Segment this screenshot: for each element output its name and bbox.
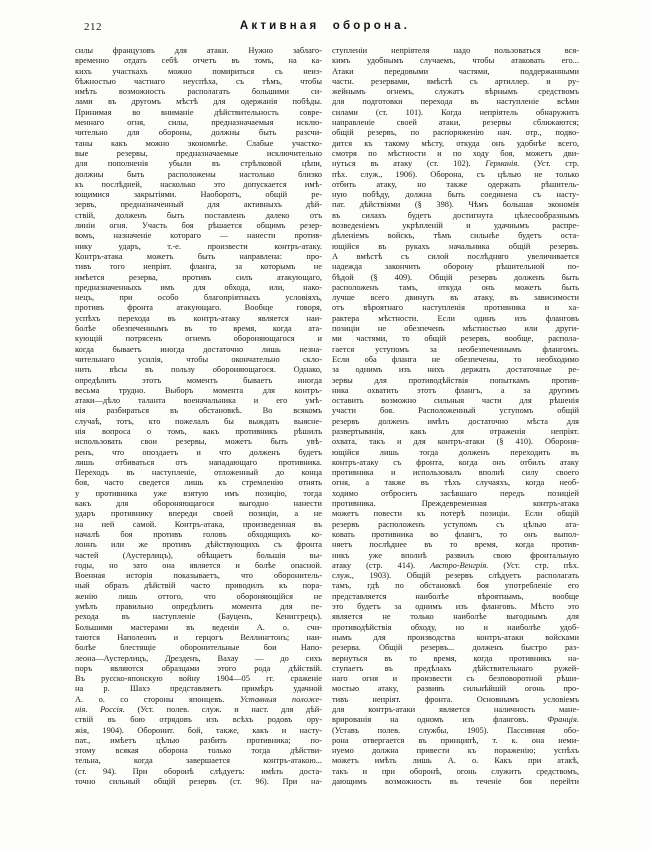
text-line: чительно для обороны, должны быть разсчи- — [75, 128, 322, 138]
text-line: имѣть возможность располагать большими си- — [75, 87, 322, 97]
text-line: лишь отбиваться отъ нападающаго противника. — [75, 457, 322, 467]
text-line: бѣжностью частнаго неуспѣха, съ тѣмъ, чтобы — [75, 76, 322, 86]
text-line: ную побѣду, должна быть соединена съ насту- — [332, 190, 579, 200]
text-line: зервы для противодѣйствія попыткамъ против- — [332, 375, 579, 385]
text-block — [75, 46, 579, 787]
text-line: боя, часто сведется лишь къ стремленію отнять — [75, 478, 322, 488]
text-line: тивъ непріят. фронта. Основнымъ условіемъ — [332, 694, 579, 704]
text-line: Военная исторія показываетъ, что оборонитель- — [75, 571, 322, 581]
text-line: гается уступомъ за необезпеченнымъ флангомъ. — [332, 344, 579, 354]
text-line: Атаки передовыми частями, поддержанными — [332, 66, 579, 76]
text-line: является не только наиболѣе выгоднымъ для — [332, 612, 579, 622]
text-line: пат. дѣйствіями (§ 398). Чѣмъ большая экономія — [332, 200, 579, 210]
text-line: таны какъ можно экономнѣе. Слабые участко- — [75, 138, 322, 148]
text-line: рехода въ наступленіе (Бауценъ, Кениггрецъ). — [75, 612, 322, 622]
text-line: въ силахъ будетъ достигнута цѣлесообразнымъ — [332, 210, 579, 220]
text-line: опредѣлить этотъ моментъ бываетъ иногда — [75, 375, 322, 385]
text-line: женію лишь оттого, что обороняющійся не — [75, 591, 322, 601]
italic-text-segment: Австро-Венгрія. — [430, 560, 489, 570]
text-line: противника и использовалъ вполнѣ силу своего — [332, 468, 579, 478]
text-line: резервъ долженъ имѣть достаточно мѣста для — [332, 416, 579, 426]
italic-text-segment: Германія. — [485, 159, 520, 169]
text-line: ступаетъ въ предѣлахъ дѣйствительнаго ружей- — [332, 663, 579, 673]
text-line: частей (Аустерлицъ), обѣщаетъ большія вы- — [75, 550, 322, 560]
text-line: силы французовъ для атаки. Нужно заблаго- — [75, 46, 322, 55]
text-line: кующій потрясенъ огнемъ обороняющагося и — [75, 334, 322, 344]
text-line: отбить атаку, но также одержать рѣшитель- — [332, 179, 579, 189]
text-line: когда бываетъ иногда достаточно лишь незна- — [75, 344, 322, 354]
text-line: вернуться въ то время, когда противникъ на- — [332, 653, 579, 663]
text-line: Большими мастерами въ веденіи А. о. счи- — [75, 622, 322, 632]
text-line: дающимъ возможность въ теченіе боя перейти — [332, 777, 579, 787]
text-line: кимъ удобнымъ случаемъ, чтобы атаковать его... — [332, 56, 579, 66]
text-line: тельна, когда завершается контръ-атакою... — [75, 756, 322, 766]
text-line: лоннъ или же противъ дѣйствующихъ съ фронта — [75, 540, 322, 550]
text-line: противъ фронта атакующаго. Вообще говоря, — [75, 303, 322, 313]
text-line: Принимая во вниманіе дѣйствительность совре- — [75, 107, 322, 117]
text-line: весьма трудно. Выборъ момента для контръ- — [75, 385, 322, 395]
text-line: ступленіи непріятеля надо пользоваться вся- — [332, 46, 579, 55]
text-line: тивъ того непріят. фланга, за которымъ не — [75, 262, 322, 272]
text-line: линіи огня. Участь боя рѣшается общимъ резер- — [75, 221, 322, 231]
text-line: резервъ расположенъ уступомъ съ цѣлью ата- — [332, 519, 579, 529]
text-line: нить вѣсы въ пользу обороняющагося. Однако, — [75, 365, 322, 375]
text-line: нія вопроса о томъ, какъ противникъ рѣшилъ — [75, 426, 322, 436]
text-line: пат., имѣетъ цѣлью разбить противника; по- — [75, 735, 322, 745]
text-line: ный образъ дѣйствій часто приводилъ къ пора- — [75, 581, 322, 591]
italic-text-segment: нія. Россія. — [75, 705, 125, 714]
text-line: атаки—дѣло таланта военачальника и его умѣ- — [75, 396, 322, 406]
text-line: ми частями, то общій резервъ, вообще, распола- — [332, 334, 579, 344]
text-line: ющійся въ рукахъ начальника общій резервъ. — [332, 241, 579, 251]
text-line — [332, 561, 579, 571]
text-line: нику ударъ, т.-е. произвести контръ-атаку. — [75, 241, 322, 251]
italic-text-segment: Уставныя положе- — [239, 694, 322, 704]
text-line: для пополненія убыли въ стрѣлковой цѣпи, — [75, 159, 322, 169]
text-line: предназначенныхъ имъ для обхода, или, нако- — [75, 282, 322, 292]
text-line: нецъ, при особо благопріятныхъ условіяхъ, — [75, 293, 322, 303]
text-line: у противника уже взятую имъ позицію, тогда — [75, 488, 322, 498]
text-line: огня, а также въ тѣхъ случаяхъ, когда необ- — [332, 478, 579, 488]
text-line: никъ уже вполнѣ развилъ свою фронтальную — [332, 550, 579, 560]
text-line: развертыванія, какъ для отраженія непріят. — [332, 426, 579, 436]
text-line: участи боя. Расположенный уступомъ общій — [332, 406, 579, 416]
text-line: на р. Шахэ представляетъ примѣръ удачной — [75, 684, 322, 694]
text-line: кихъ участкахъ можно помириться съ неиз- — [75, 66, 322, 76]
text-segment: врированія на одномъ изъ фланговъ. — [332, 715, 548, 725]
text-line: смотря по мѣстности и по ходу боя, можетъ дви- — [332, 148, 579, 158]
text-line: ренъ, что опоздаетъ и что долженъ будетъ — [75, 447, 322, 457]
text-line: лами въ другомъ мѣстѣ для одержанія побѣды. — [75, 97, 322, 107]
text-line: на ней самой. Контръ-атака, произведенная въ — [75, 519, 322, 529]
text-line: за однимъ изъ нихъ держать достаточные ре- — [332, 365, 579, 375]
text-line: оставить возможно сильныя части для рѣшенія — [332, 396, 579, 406]
text-line: можетъ имѣть лишь А. о. Какъ при атакѣ, — [332, 756, 579, 766]
text-line: силами (ст. 101). Когда непріятель обнаружитъ — [332, 107, 579, 117]
text-line — [75, 705, 322, 715]
text-line: (Уставъ полев. службы, 1905). Пассивная обо- — [332, 725, 579, 735]
text-line: ствій, долженъ быть поставленъ далеко отъ — [75, 210, 322, 220]
text-segment: (Уст. полев. служ. и наст. для дѣй- — [124, 705, 322, 714]
text-line: зервъ, предназначенный для активныхъ дѣй- — [75, 200, 322, 210]
text-line: отъ вѣроятнаго наступленія противника и ха- — [332, 303, 579, 313]
text-line: частн. резервами, вмѣстѣ съ артиллер. и ру- — [332, 76, 579, 86]
text-line: началѣ боя противъ головъ обходящихъ ко- — [75, 529, 322, 539]
text-line: Контръ-атака можетъ быть направлена: про- — [75, 251, 322, 261]
text-line: тамъ, гдѣ по обстановкѣ боя употребленіе его — [332, 581, 579, 591]
page-number: 212 — [84, 21, 102, 33]
text-line: ющимися закрытіями. Наоборотъ, общій ре- — [75, 190, 322, 200]
text-segment: атаку (стр. 414). — [332, 560, 431, 570]
text-line: леона—Аустерлицъ, Дрезденъ, Вахау — до сихъ — [75, 653, 322, 663]
text-line: Переходъ въ наступленіе, отложенный до конца — [75, 468, 322, 478]
text-line: годы, но зато она является и болѣе опасной. — [75, 560, 322, 570]
text-line: жейнымъ огнемъ, служатъ вѣрнымъ средствомъ — [332, 87, 579, 97]
text-line: имѣется резерва, противъ силъ атакующаго, — [75, 272, 322, 282]
text-line: жія, 1904). Оборонит. бой, также, какъ и насту- — [75, 725, 322, 735]
text-line: поръ являются образцами этого рода дѣйствій. — [75, 663, 322, 673]
text-line — [75, 695, 322, 705]
text-line: лучше всего двинутъ въ атаку, въ зависимости — [332, 293, 579, 303]
text-line: ствій въ бою отрядовъ изъ всѣхъ родовъ ору- — [75, 715, 322, 725]
text-line: нуемо должна привести къ пораженію; успѣхъ — [332, 746, 579, 756]
text-line: умѣлъ правильно опредѣлить момента для пе- — [75, 602, 322, 612]
text-line: меннаго огня, силы, предназначаемыя исклю- — [75, 118, 322, 128]
text-line: наго огня и произвести съ безповоротной рѣши- — [332, 674, 579, 684]
page-title: Активная оборона. — [239, 20, 411, 32]
text-line: ходимо отбросить засѣвшаго передъ позиціей — [332, 488, 579, 498]
text-segment: (Уст. стр. — [519, 159, 579, 169]
text-segment: А. о. со стороны японцевъ. — [75, 694, 240, 704]
text-line: Если оба фланга не обезпечены, то необходимо — [332, 354, 579, 364]
text-line: позиціи не обезпеченъ мѣстностью или други- — [332, 324, 579, 334]
text-line: ника охватить этотъ флангъ, а за другимъ — [332, 385, 579, 395]
text-line: къ послѣдней, насколько это допускается имѣ- — [75, 179, 322, 189]
text-line: направленіе своей атаки, резервы сближаются; — [332, 118, 579, 128]
text-line: служ., 1903). Общій резервъ слѣдуетъ располагать — [332, 571, 579, 581]
text-line: дится къ такому мѣсту, откуда онъ удобнѣе всего, — [332, 138, 579, 148]
text-line: охвата, такъ и для контръ-атаки (§ 410). Обороня- — [332, 437, 579, 447]
text-line: нымъ для производства контръ-атаки войсками — [332, 632, 579, 642]
text-line: должны быть расположены настолько близко — [75, 169, 322, 179]
text-line: бѣдой (§ 409). Общій резервъ долженъ быть — [332, 272, 579, 282]
text-line: расположенъ тамъ, откуда онъ можетъ быть — [332, 282, 579, 292]
column-1 — [75, 46, 322, 787]
text-line: А вмѣстѣ съ силой послѣдняго увеличивается — [332, 251, 579, 261]
text-line: такъ и при оборонѣ, огонь служитъ средствомъ, — [332, 766, 579, 776]
text-line: использовать свои резервы, можетъ быть увѣ- — [75, 437, 322, 447]
text-line: (ст. 94). При оборонѣ слѣдуетъ: имѣть доста- — [75, 766, 322, 776]
text-line: представляется наиболѣе вѣроятнымъ, вообще — [332, 591, 579, 601]
text-line: няетъ послѣднее въ то время, когда против- — [332, 540, 579, 550]
text-line: точно сильный общій резервъ (ст. 96). При на- — [75, 777, 322, 787]
text-line: чительнаго усилія, чтобы окончательно скло- — [75, 354, 322, 364]
text-line: для подготовки перехода въ наступленіе всѣми — [332, 97, 579, 107]
text-line — [332, 159, 579, 169]
text-line: это будетъ за однимъ изъ фланговъ. Мѣсто это — [332, 602, 579, 612]
text-line: можетъ повести къ потерѣ позиціи. Если общій — [332, 509, 579, 519]
text-line: мостью атаку, развивъ сильнѣйшій огонь про- — [332, 684, 579, 694]
text-line: пѣх. служ., 1906). Оборона, съ цѣлью не только — [332, 169, 579, 179]
text-line: нія разбираться въ обстановкѣ. Во всякомъ — [75, 406, 322, 416]
text-line: таются Наполеонъ и герцогъ Веллингтонъ; наи- — [75, 632, 322, 642]
text-line: противодѣйствія обходу, но и наиболѣе удоб- — [332, 622, 579, 632]
text-line: ударъ противнику впереди своей позиціи, а не — [75, 509, 322, 519]
text-segment: нуться въ атаку (ст. 102). — [332, 159, 486, 169]
text-line: вомъ, назначеніе котораго — нанести против- — [75, 231, 322, 241]
text-line: болѣе блестящіе оборонительные бои Напо- — [75, 643, 322, 653]
text-line — [332, 715, 579, 725]
text-line: случаѣ, тотъ, кто пожелалъ бы выждать выясне- — [75, 416, 322, 426]
text-line: рона отвергается въ принципѣ, т. к. она неми- — [332, 735, 579, 745]
text-line: надежда закончить оборону рѣшительной по- — [332, 262, 579, 272]
text-line: общій резервъ, по распоряженію нач. отр., подво- — [332, 128, 579, 138]
text-line: резерва. Общій резервъ... долженъ быстро раз- — [332, 643, 579, 653]
text-line: для контръ-атаки является наличность мане- — [332, 705, 579, 714]
text-line: вые резервы, предназначаемые исключительно — [75, 148, 322, 158]
text-line: контръ-атаку съ фронта, когда онъ отбилъ атаку — [332, 457, 579, 467]
text-line: ковать противника во флангъ, то онъ выпол- — [332, 529, 579, 539]
text-line: возведеніемъ укрѣпленій и удачнымъ распре- — [332, 221, 579, 231]
text-line: какъ для обороняющагося выгодно нанести — [75, 499, 322, 509]
text-line: Въ русско-японскую войну 1904—05 гг. сраженіе — [75, 674, 322, 684]
text-line: дѣленіемъ войскъ, тѣмъ сильнѣе будетъ оста- — [332, 231, 579, 241]
text-line: болѣе обезпеченнымъ въ то время, когда ата- — [75, 324, 322, 334]
text-line: противника. Преждевременная контръ-атака — [332, 499, 579, 509]
italic-text-segment: Франція. — [547, 715, 579, 725]
text-line: временно отдать себѣ отчетъ въ томъ, на ка- — [75, 56, 322, 66]
text-line: рактера мѣстности. Если одинъ изъ фланговъ — [332, 313, 579, 323]
text-line: этому всякая оборона только тогда дѣйстви- — [75, 746, 322, 756]
text-line: успѣхъ перехода въ контръ-атаку является наи- — [75, 313, 322, 323]
text-line: ющійся лишь тогда долженъ переходить въ — [332, 447, 579, 457]
text-segment: (Уст. стр. пѣх. — [488, 560, 579, 570]
column-2 — [332, 46, 579, 787]
page-header — [0, 20, 650, 36]
